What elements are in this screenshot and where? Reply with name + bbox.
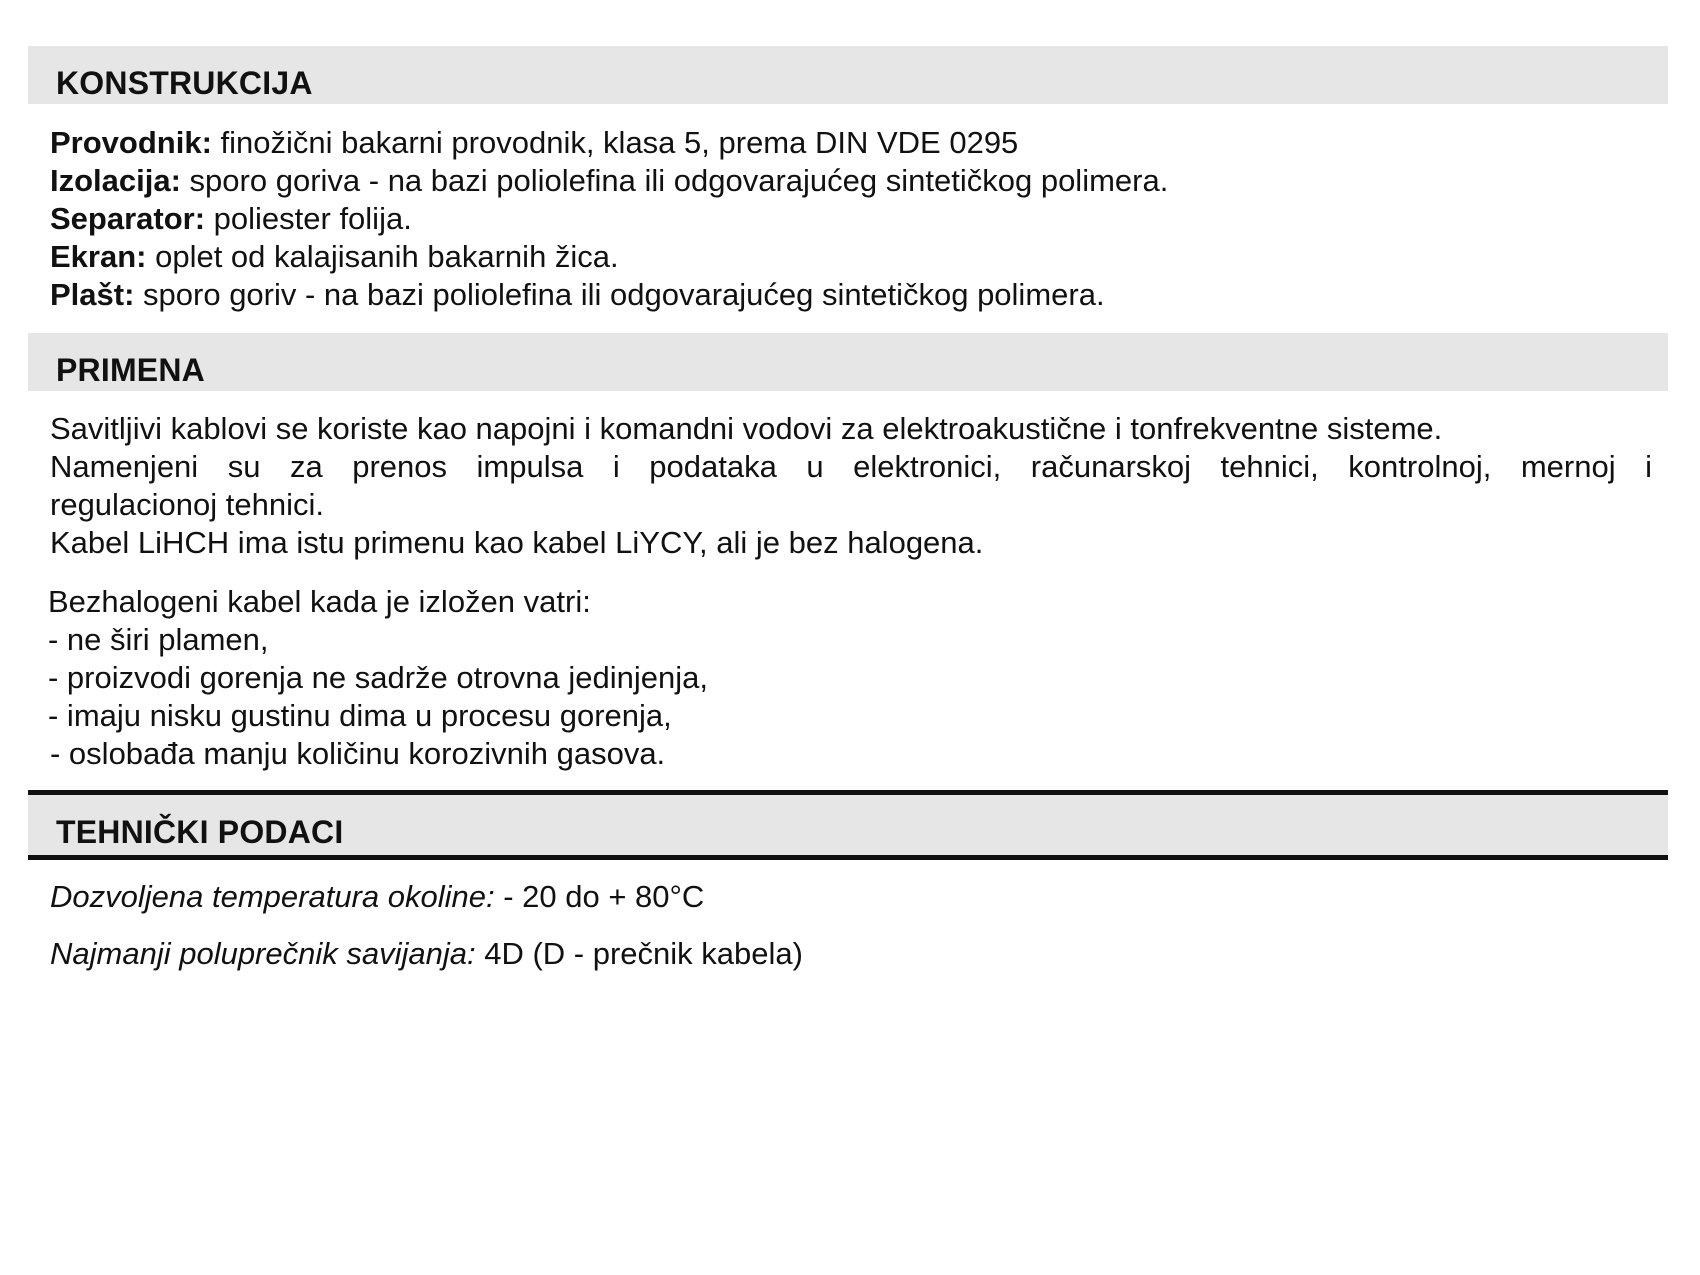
- spec-label: Ekran:: [50, 239, 147, 274]
- section-title: KONSTRUKCIJA: [56, 65, 313, 101]
- spec-value: sporo goriv - na bazi poliolefina ili odgovarajućeg sintetičkog polimera.: [134, 277, 1105, 312]
- spec-label: Plašt:: [50, 277, 135, 312]
- primena-paragraph-2-line-1: Namenjeni su za prenos impulsa i podataka u elektronici, računarskoj tehnici, kontrolnoj, mernoj i: [50, 449, 1652, 484]
- list-item: - proizvodi gorenja ne sadrže otrovna jedinjenja,: [48, 660, 709, 695]
- spec-row-izolacija: [50, 162, 1650, 200]
- spec-label: Separator:: [50, 201, 206, 236]
- section-title: TEHNIČKI PODACI: [56, 814, 344, 850]
- primena-paragraph-3: Kabel LiHCH ima istu primenu kao kabel LiYCY, ali je bez halogena.: [50, 525, 984, 560]
- spec-row-separator: [50, 200, 1650, 238]
- section-header-konstrukcija: [28, 46, 1668, 104]
- primena-text: [50, 410, 1652, 562]
- tech-value: 4D (D - prečnik kabela): [475, 936, 803, 971]
- spec-row-provodnik: [50, 124, 1650, 162]
- tech-row-temperature: [50, 878, 1650, 916]
- spec-label: Izolacija:: [50, 163, 181, 198]
- section-header-primena: [28, 333, 1668, 391]
- konstrukcija-list: [50, 124, 1650, 314]
- list-item: - imaju nisku gustinu dima u procesu gorenja,: [48, 698, 672, 733]
- spec-value: oplet od kalajisanih bakarnih žica.: [146, 239, 619, 274]
- section-header-tehnicki-podaci: [28, 790, 1668, 860]
- spec-value: poliester folija.: [205, 201, 412, 236]
- spec-row-ekran: [50, 238, 1650, 276]
- tech-row-bend-radius: [50, 935, 1650, 973]
- list-item: - oslobađa manju količinu korozivnih gasova.: [50, 736, 666, 771]
- tech-value: - 20 do + 80°C: [494, 879, 705, 914]
- spec-value: finožični bakarni provodnik, klasa 5, prema DIN VDE 0295: [211, 125, 1019, 160]
- spec-label: Provodnik:: [50, 125, 212, 160]
- halogen-intro: Bezhalogeni kabel kada je izložen vatri:: [48, 584, 591, 619]
- tehnicki-list: [50, 878, 1650, 973]
- primena-paragraph-2-line-2: regulacionoj tehnici.: [50, 487, 325, 522]
- primena-paragraph-1: Savitljivi kablovi se koriste kao napojni i komandni vodovi za elektroakustične i tonfrekventne sisteme.: [50, 411, 1443, 446]
- halogen-free-list: [48, 583, 1648, 773]
- tech-label: Dozvoljena temperatura okoline:: [50, 879, 495, 914]
- tech-label: Najmanji poluprečnik savijanja:: [50, 936, 476, 971]
- spec-row-plast: [50, 276, 1650, 314]
- list-item: - ne širi plamen,: [48, 622, 269, 657]
- spec-value: sporo goriva - na bazi poliolefina ili odgovarajućeg sintetičkog polimera.: [180, 163, 1169, 198]
- section-title: PRIMENA: [56, 352, 205, 388]
